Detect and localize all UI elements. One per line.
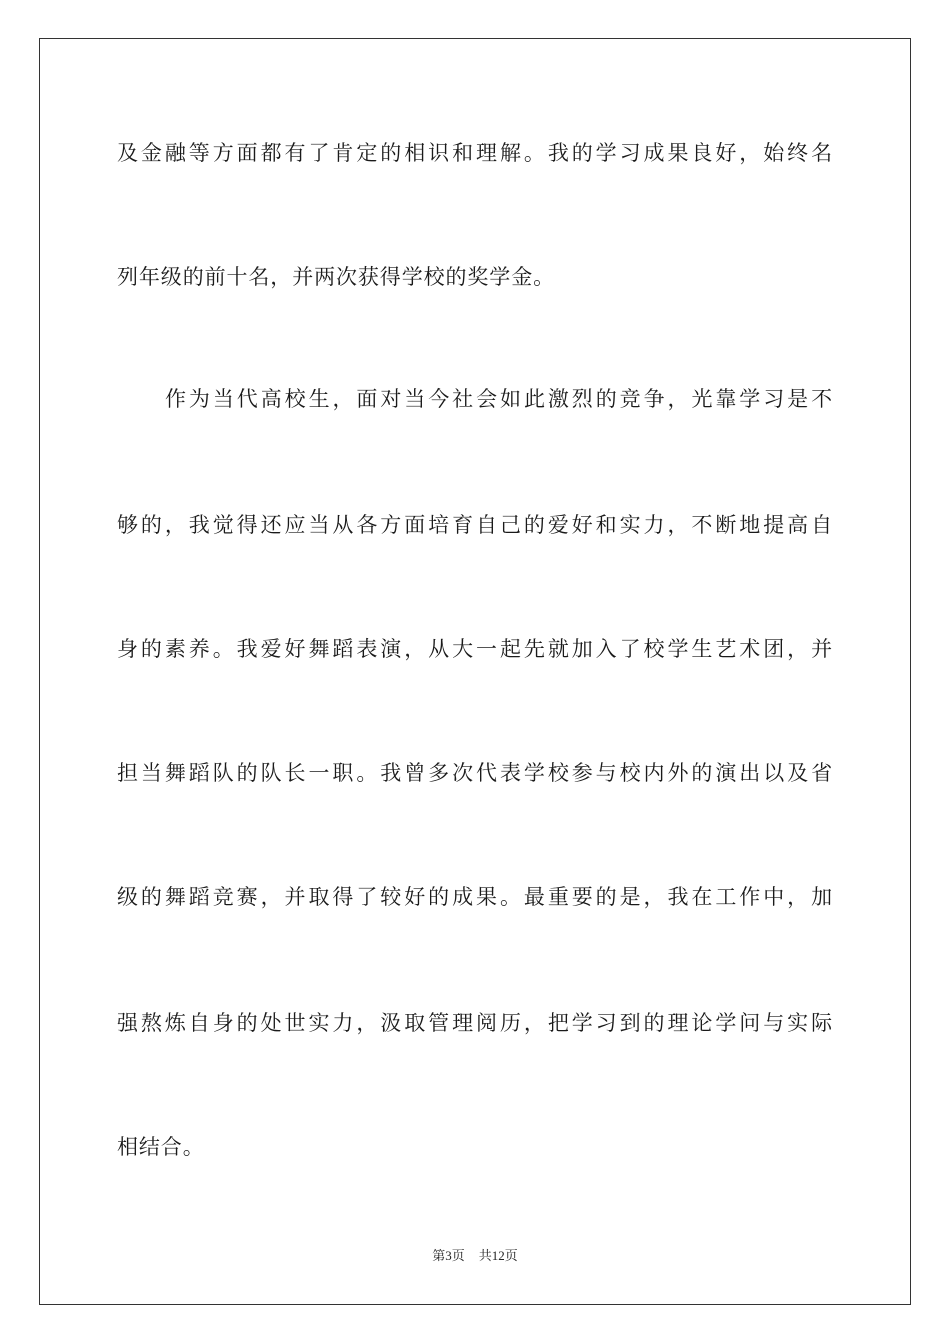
- page-border: [39, 38, 911, 1305]
- text-line: 身的素养。我爱好舞蹈表演，从大一起先就加入了校学生艺术团，并: [117, 637, 833, 661]
- page-total: 共12页: [478, 1248, 518, 1263]
- text-line: 级的舞蹈竞赛，并取得了较好的成果。最重要的是，我在工作中，加: [117, 885, 833, 909]
- text-line: 及金融等方面都有了肯定的相识和理解。我的学习成果良好，始终名: [117, 141, 833, 165]
- text-line: 列年级的前十名，并两次获得学校的奖学金。: [117, 265, 555, 289]
- text-line: 作为当代高校生，面对当今社会如此激烈的竞争，光靠学习是不: [165, 387, 833, 411]
- text-line: 够的，我觉得还应当从各方面培育自己的爱好和实力，不断地提高自: [117, 513, 833, 537]
- page-footer: [0, 1247, 950, 1265]
- text-line: 强熬炼自身的处世实力，汲取管理阅历，把学习到的理论学问与实际: [117, 1011, 833, 1035]
- page-number: 第3页: [432, 1248, 465, 1263]
- text-line: 相结合。: [117, 1135, 205, 1159]
- text-line: 担当舞蹈队的队长一职。我曾多次代表学校参与校内外的演出以及省: [117, 761, 833, 785]
